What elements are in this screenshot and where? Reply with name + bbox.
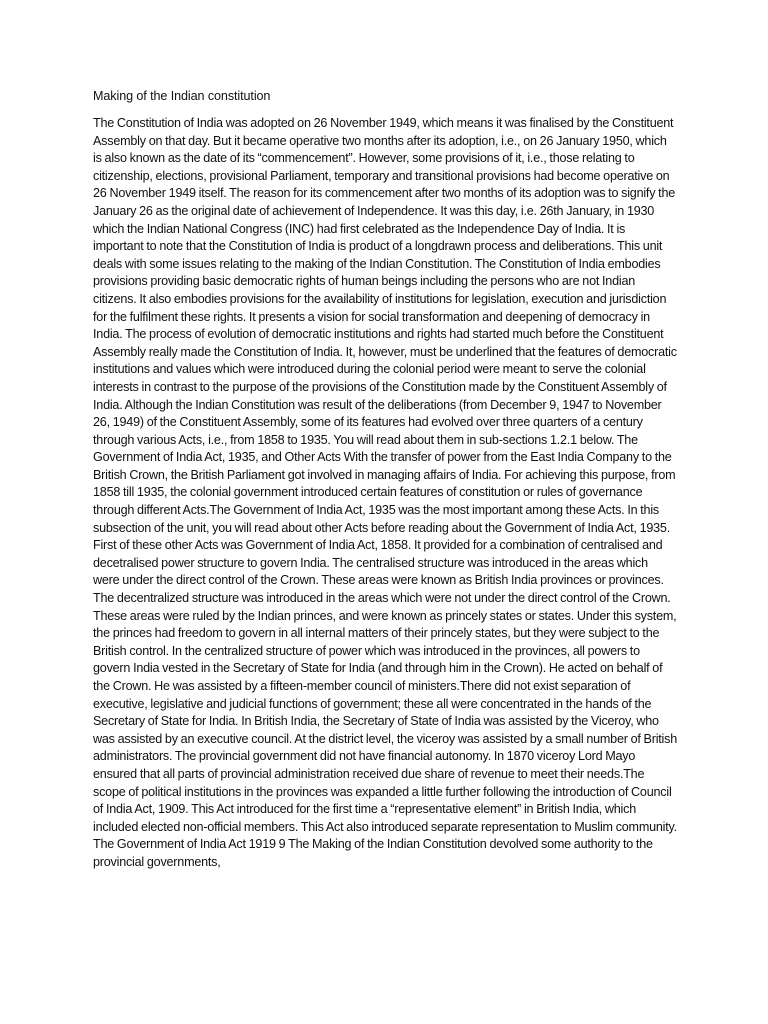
document-page xyxy=(93,88,677,872)
document-body-paragraph: The Constitution of India was adopted on 26 November 1949, which means it was finalised by the Constituent Assembly on that day. But it became operative two months after its adoption, i.e., on 26 January 1950, which is also known as the date of its “commencement”. However, some provisions of it, i.e., those relating to citizenship, elections, provisional Parliament, temporary and transitional provisions had become operative on 26 November 1949 itself. The reason for its commencement after two months of its adoption was to signify the January 26 as the original date of achievement of Independence. It was this day, i.e. 26th January, in 1930 which the Indian National Congress (INC) had first celebrated as the Independence Day of India. It is important to note that the Constitution of India is product of a longdrawn process and deliberations. This unit deals with some issues relating to the making of the Indian Constitution. The Constitution of India embodies provisions providing basic democratic rights of human beings including the persons who are not Indian citizens. It also embodies provisions for the availability of institutions for legislation, execution and jurisdiction for the fulfilment these rights. It presents a vision for social transformation and deepening of democracy in India. The process of evolution of democratic institutions and rights had started much before the Constituent Assembly really made the Constitution of India. It, however, must be underlined that the features of democratic institutions and values which were introduced during the colonial period were meant to serve the colonial interests in contrast to the purpose of the provisions of the Constitution made by the Constituent Assembly of India. Although the Indian Constitution was result of the deliberations (from December 9, 1947 to November 26, 1949) of the Constituent Assembly, some of its features had evolved over three quarters of a century through various Acts, i.e., from 1858 to 1935. You will read about them in sub-sections 1.2.1 below. The Government of India Act, 1935, and Other Acts With the transfer of power from the East India Company to the British Crown, the British Parliament got involved in managing affairs of India. For achieving this purpose, from 1858 till 1935, the colonial government introduced certain features of constitution or rules of governance through different Acts.The Government of India Act, 1935 was the most important among these Acts. In this subsection of the unit, you will read about other Acts before reading about the Government of India Act, 1935. First of these other Acts was Government of India Act, 1858. It provided for a combination of centralised and decetralised power structure to govern India. The centralised structure was introduced in the areas which were under the direct control of the Crown. These areas were known as British India provinces or provinces. The decentralized structure was introduced in the areas which were not under the direct control of the Crown. These areas were ruled by the Indian princes, and were known as princely states or states. Under this system, the princes had freedom to govern in all internal matters of their princely states, but they were subject to the British control. In the centralized structure of power which was introduced in the provinces, all powers to govern India vested in the Secretary of State for India (and through him in the Crown). He acted on behalf of the Crown. He was assisted by a fifteen-member council of ministers.There did not exist separation of executive, legislative and judicial functions of government; these all were concentrated in the hands of the Secretary of State for India. In British India, the Secretary of State of India was assisted by the Viceroy, who was assisted by an executive council. At the district level, the viceroy was assisted by a small number of British administrators. The provincial government did not have financial autonomy. In 1870 viceroy Lord Mayo ensured that all parts of provincial administration received due share of revenue to meet their needs.The scope of political institutions in the provinces was expanded a little further following the introduction of Council of India Act, 1909. This Act introduced for the first time a “representative element” in British India, which included elected non-official members. This Act also introduced separate representation to Muslim community. The Government of India Act 1919 9 The Making of the Indian Constitution devolved some authority to the provincial governments, xyxy=(93,116,677,869)
document-title: Making of the Indian constitution xyxy=(93,89,271,103)
